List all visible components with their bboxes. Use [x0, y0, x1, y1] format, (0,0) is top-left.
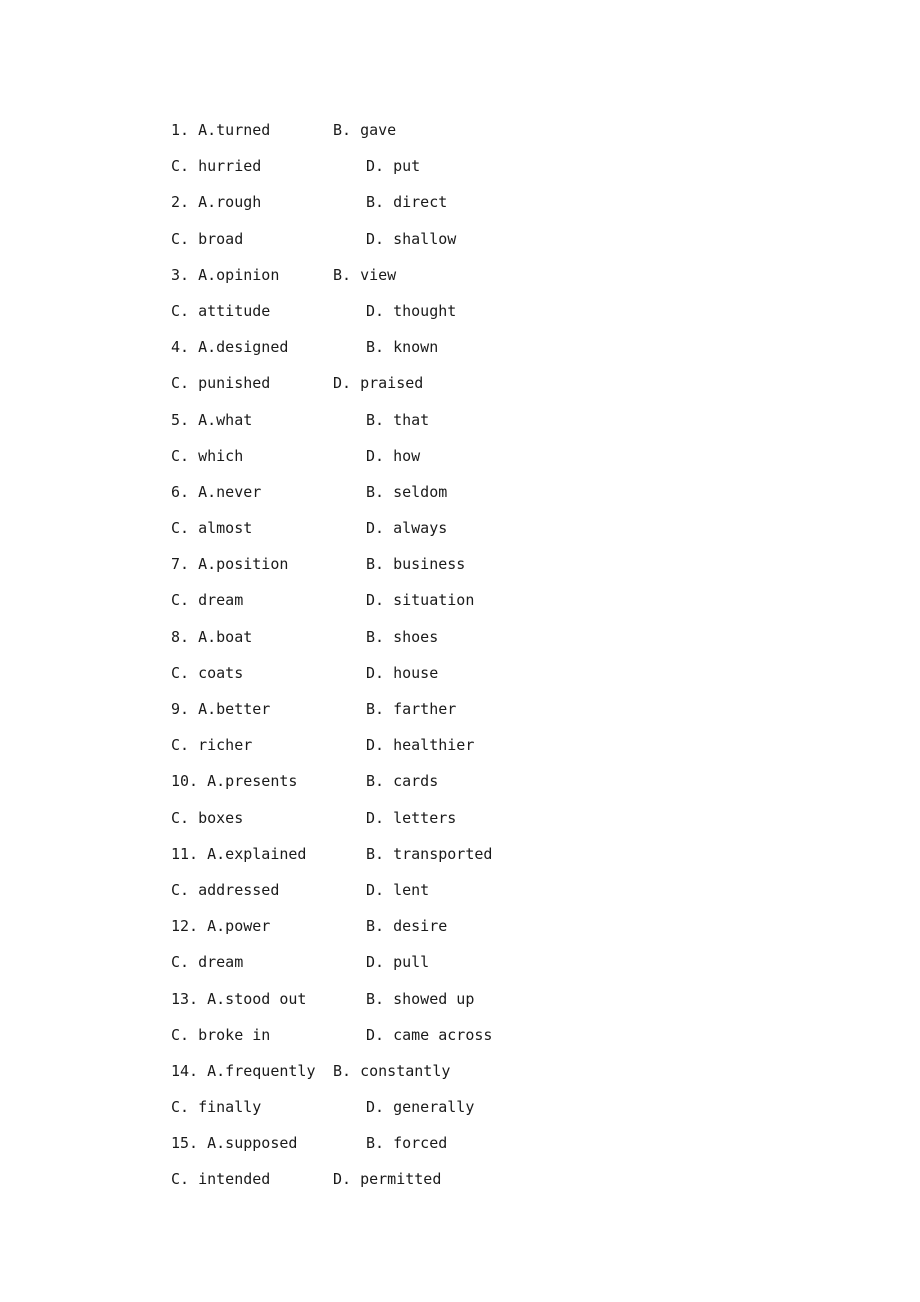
option-left: C. intended — [171, 1170, 271, 1189]
option-left: 7. A.position — [171, 555, 289, 574]
option-right: D. always — [366, 519, 448, 538]
option-left: C. coats — [171, 663, 244, 682]
option-row — [171, 517, 731, 553]
option-right: B. seldom — [366, 482, 448, 501]
option-row — [171, 300, 731, 336]
option-left: 9. A.better — [171, 700, 271, 718]
option-right: B. desire — [366, 917, 448, 936]
option-left: 11. A.explained — [171, 844, 307, 863]
option-row — [171, 1132, 731, 1168]
option-right: D. put — [366, 157, 421, 176]
option-left: C. dream — [171, 591, 244, 610]
option-row — [171, 409, 731, 445]
option-right: B. view — [333, 265, 397, 284]
option-left: C. dream — [171, 953, 244, 972]
option-left: C. boxes — [171, 808, 244, 827]
option-row — [171, 988, 731, 1024]
option-row — [171, 336, 731, 372]
option-right: D. pull — [366, 953, 430, 972]
option-left: C. finally — [171, 1098, 262, 1117]
option-right: D. healthier — [366, 736, 475, 755]
option-right: B. business — [366, 555, 466, 574]
option-left: 12. A.power — [171, 917, 271, 936]
option-right: D. thought — [366, 301, 457, 320]
option-row — [171, 662, 731, 698]
option-left: C. broad — [171, 229, 244, 248]
option-right: D. came across — [366, 1025, 493, 1044]
option-row — [171, 372, 731, 408]
option-row — [171, 879, 731, 915]
option-row — [171, 119, 731, 155]
option-row — [171, 843, 731, 879]
option-left: 4. A.designed — [171, 338, 289, 357]
option-row — [171, 445, 731, 481]
option-left: C. richer — [171, 736, 253, 755]
option-row — [171, 734, 731, 770]
option-left: 10. A.presents — [171, 772, 298, 791]
option-left: 15. A.supposed — [171, 1134, 298, 1153]
option-row — [171, 915, 731, 951]
option-left: C. which — [171, 446, 244, 465]
option-left: 1. A.turned — [171, 121, 271, 139]
option-right: D. praised — [333, 374, 424, 393]
option-right: D. permitted — [333, 1170, 442, 1189]
option-right: B. direct — [366, 193, 448, 212]
option-row — [171, 1168, 731, 1204]
option-right: D. shallow — [366, 229, 457, 248]
option-left: C. addressed — [171, 880, 280, 899]
option-row — [171, 1060, 731, 1096]
option-left: 14. A.frequently — [171, 1061, 316, 1080]
option-right: D. house — [366, 663, 439, 682]
option-left: C. punished — [171, 374, 271, 393]
option-right: B. gave — [333, 121, 397, 139]
option-right: B. known — [366, 338, 439, 357]
answer-options-list — [171, 119, 731, 1205]
option-right: D. letters — [366, 808, 457, 827]
option-left: C. almost — [171, 519, 253, 538]
option-row — [171, 951, 731, 987]
option-row — [171, 698, 731, 734]
option-right: B. constantly — [333, 1061, 451, 1080]
option-row — [171, 553, 731, 589]
option-row — [171, 589, 731, 625]
option-right: B. cards — [366, 772, 439, 791]
option-row — [171, 228, 731, 264]
option-left: 13. A.stood out — [171, 989, 307, 1008]
option-left: C. hurried — [171, 157, 262, 176]
option-row — [171, 1024, 731, 1060]
option-left: 5. A.what — [171, 410, 253, 429]
option-right: B. farther — [366, 700, 457, 718]
option-left: 8. A.boat — [171, 627, 253, 646]
option-right: B. forced — [366, 1134, 448, 1153]
option-left: 2. A.rough — [171, 193, 262, 212]
option-right: B. transported — [366, 844, 493, 863]
option-left: C. attitude — [171, 301, 271, 320]
option-row — [171, 1096, 731, 1132]
option-right: D. lent — [366, 880, 430, 899]
option-right: D. how — [366, 446, 421, 465]
option-row — [171, 155, 731, 191]
option-row — [171, 626, 731, 662]
option-right: B. that — [366, 410, 430, 429]
option-right: D. generally — [366, 1098, 475, 1117]
option-row — [171, 481, 731, 517]
option-row — [171, 264, 731, 300]
option-row — [171, 770, 731, 806]
option-row — [171, 807, 731, 843]
option-row — [171, 191, 731, 227]
option-right: B. showed up — [366, 989, 475, 1008]
option-right: D. situation — [366, 591, 475, 610]
option-left: 3. A.opinion — [171, 265, 280, 284]
option-right: B. shoes — [366, 627, 439, 646]
option-left: 6. A.never — [171, 482, 262, 501]
option-left: C. broke in — [171, 1025, 271, 1044]
